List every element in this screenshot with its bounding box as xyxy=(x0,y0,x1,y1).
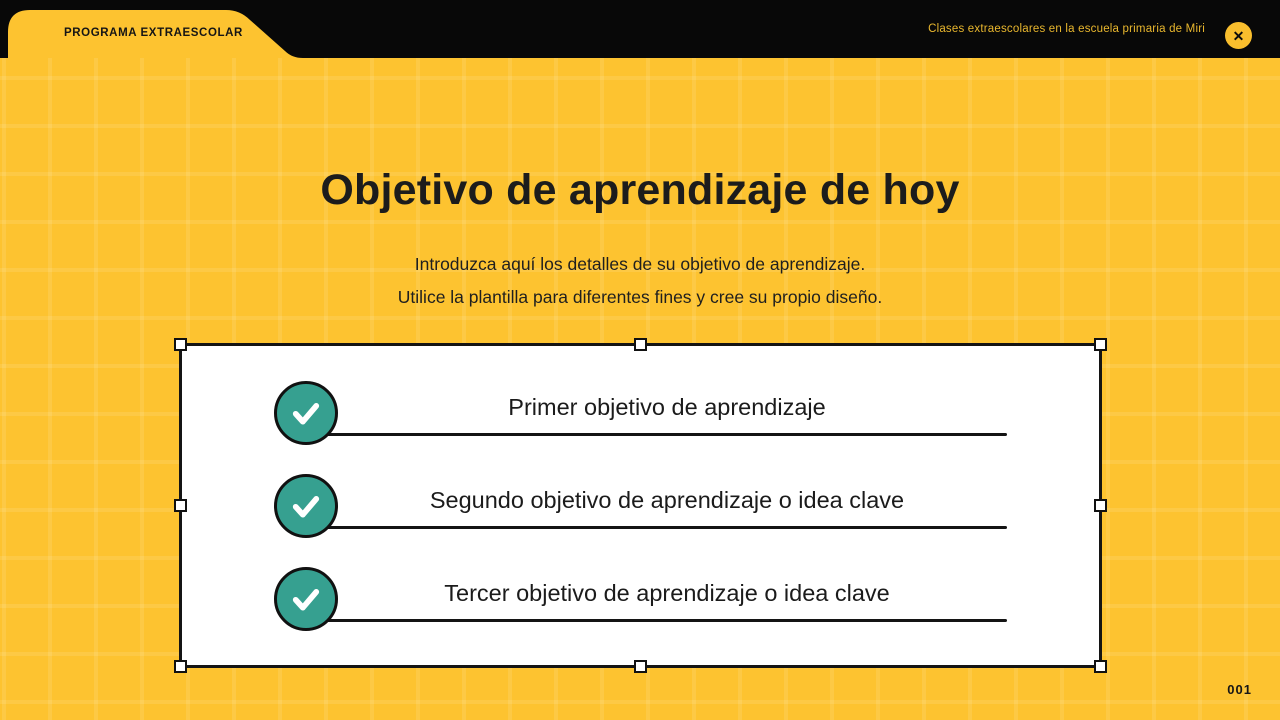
close-button[interactable] xyxy=(1225,22,1252,49)
checkmark-icon xyxy=(274,567,338,631)
resize-handle-middle-right[interactable] xyxy=(1094,499,1107,512)
objective-label[interactable]: Primer objetivo de aprendizaje xyxy=(508,394,826,420)
top-bar xyxy=(0,0,1280,58)
program-tab-label: PROGRAMA EXTRAESCOLAR xyxy=(64,27,243,39)
resize-handle-middle-left[interactable] xyxy=(174,499,187,512)
subtitle-line-1: Introduzca aquí los detalles de su objetivo de aprendizaje. xyxy=(414,254,866,274)
resize-handle-bottom-middle[interactable] xyxy=(634,660,647,673)
resize-handle-top-middle[interactable] xyxy=(634,338,647,351)
program-tab[interactable] xyxy=(8,10,308,58)
underline-rule xyxy=(322,526,1007,529)
page-number: 001 xyxy=(1227,682,1252,697)
close-icon: ✕ xyxy=(1232,27,1245,44)
slide-title[interactable]: Objetivo de aprendizaje de hoy xyxy=(320,166,960,214)
subtitle-line-2: Utilice la plantilla para diferentes fines y cree su propio diseño. xyxy=(397,287,883,307)
checkmark-icon xyxy=(274,474,338,538)
objective-label[interactable]: Segundo objetivo de aprendizaje o idea clave xyxy=(429,487,905,513)
resize-handle-top-right[interactable] xyxy=(1094,338,1107,351)
underline-rule xyxy=(322,619,1007,622)
objectives-card[interactable] xyxy=(179,343,1102,668)
objective-label[interactable]: Tercer objetivo de aprendizaje o idea clave xyxy=(444,580,890,606)
underline-rule xyxy=(322,433,1007,436)
resize-handle-top-left[interactable] xyxy=(174,338,187,351)
slide-subtitle[interactable] xyxy=(0,248,1280,314)
resize-handle-bottom-left[interactable] xyxy=(174,660,187,673)
document-title[interactable]: Clases extraescolares en la escuela primaria de Miri xyxy=(928,23,1205,35)
resize-handle-bottom-right[interactable] xyxy=(1094,660,1107,673)
checkmark-icon xyxy=(274,381,338,445)
